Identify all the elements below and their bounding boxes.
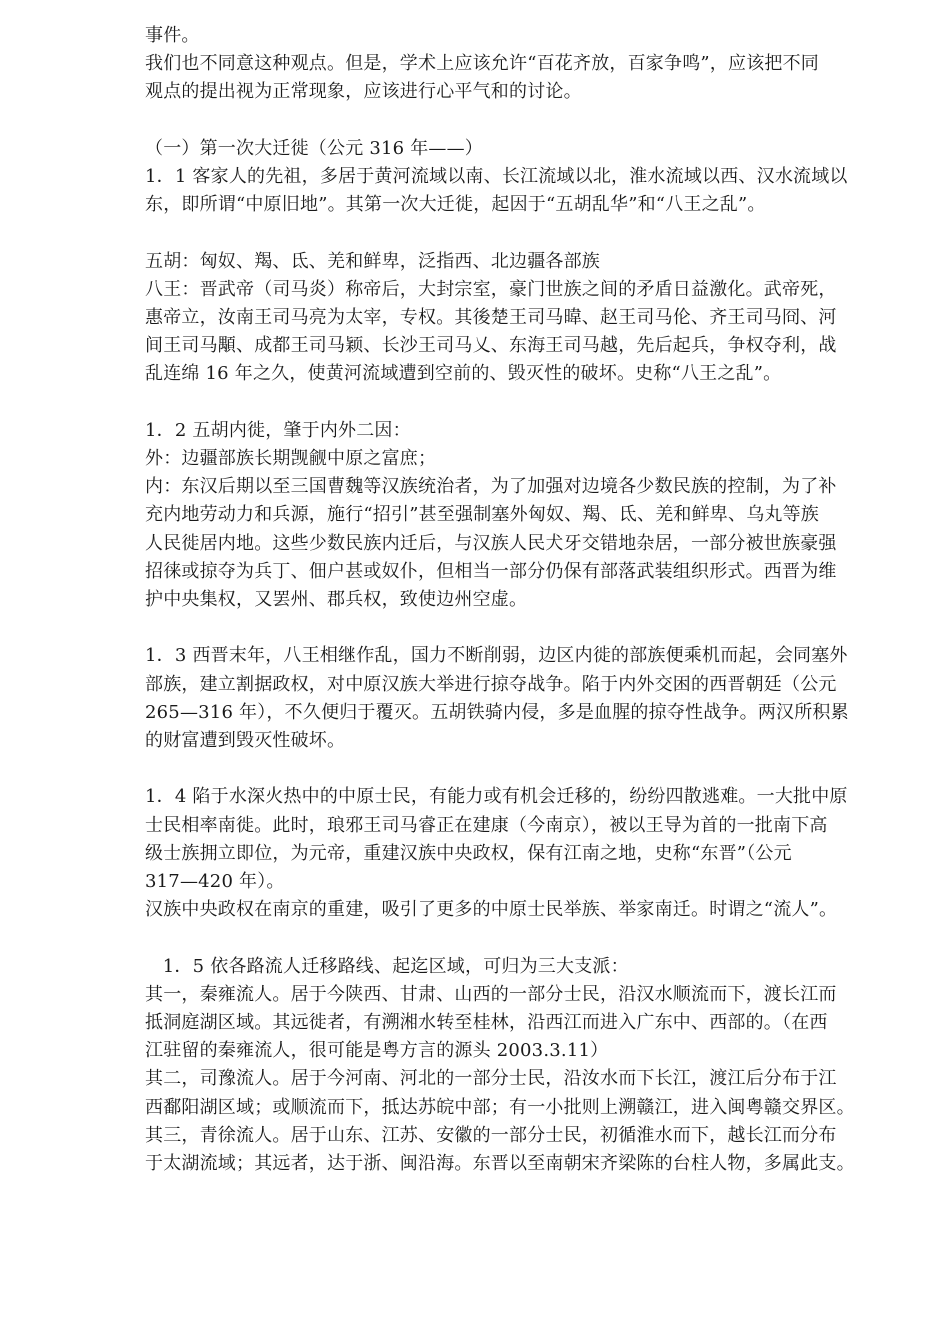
text-line: 士民相率南徙。此时，琅邪王司马睿正在建康（今南京），被以王导为首的一批南下高 [145,814,828,836]
text-line: 惠帝立，汝南王司马亮为太宰，专权。其後楚王司马暐、赵王司马伦、齐王司马冏、河 [145,307,837,328]
text-line: 317—420 年）。 [145,871,285,893]
text-line: 汉族中央政权在南京的重建，吸引了更多的中原士民举族、举家南迁。时谓之“流人”。 [145,899,838,921]
text-line: 护中央集权，又罢州、郡兵权，致使边州空虚。 [145,589,528,611]
paragraph-gap [145,389,890,417]
text-line: 265—316 年），不久便归于覆灭。五胡铁骑内侵，多是血腥的掠夺性战争。两汉所积累 [145,701,849,723]
text-line: 其一，秦雍流人。居于今陕西、甘肃、山西的一部分士民，沿汉水顺流而下，渡长江而 [145,983,837,1005]
text-line: 内：东汉后期以至三国曹魏等汉族统治者，为了加强对边境各少数民族的控制，为了补 [145,476,837,498]
text-line: 事件。 [145,25,200,46]
text-line: 我们也不同意这种观点。但是，学术上应该允许“百花齐放，百家争鸣”，应该把不同 [145,53,820,75]
paragraph-gap [145,755,890,783]
text-line: 间王司马顒、成都王司马颖、长沙王司马乂、东海王司马越，先后起兵，争权夺利，战 [145,335,837,357]
text-line: 抵洞庭湖区域。其远徙者，有溯湘水转至桂林，沿西江而进入广东中、西部的。（在西 [145,1012,828,1034]
text-line: 1．5 依各路流人迁移路线、起迄区域，可归为三大支派： [145,955,629,977]
text-line: （一）第一次大迁徙（公元 316 年——） [145,137,483,159]
text-line: 1．4 陷于水深火热中的中原士民，有能力或有机会迁移的，纷纷四散逃难。一大批中原 [145,786,848,808]
text-line: 招徕或掠夺为兵丁、佃户甚或奴仆，但相当一部分仍保有部落武装组织形式。西晋为维 [145,560,837,582]
paragraph-gap [145,614,890,642]
text-line: 观点的提出视为正常现象，应该进行心平气和的讨论。 [145,81,582,103]
text-line: 人民徙居内地。这些少数民族内迁后，与汉族人民犬牙交错地杂居，一部分被世族豪强 [145,532,837,554]
text-line: 外：边疆部族长期觊觎中原之富庶； [145,448,437,469]
text-line: 西鄱阳湖区域；或顺流而下，抵达苏皖中部；有一小批则上溯赣江，进入闽粤赣交界区。 [145,1096,855,1118]
text-line: 充内地劳动力和兵源，施行“招引”甚至强制塞外匈奴、羯、氐、羌和鲜卑、乌丸等族 [145,504,820,526]
text-line: 其三，青徐流人。居于山东、江苏、安徽的一部分士民，初循淮水而下，越长江而分布 [145,1124,837,1146]
text-line: 1．1 客家人的先祖，多居于黄河流域以南、长江流域以北，淮水流域以西、汉水流域以 [145,166,848,187]
text-line: 乱连绵 16 年之久，使黄河流域遭到空前的、毁灭性的破坏。史称“八王之乱”。 [145,363,782,385]
text-line: 1．2 五胡内徙，肇于内外二因： [145,419,411,441]
text-line: 的财富遭到毁灭性破坏。 [145,730,346,752]
paragraph-gap [145,107,890,135]
document-body [145,22,890,1178]
text-line: 1．3 西晋末年，八王相继作乱，国力不断削弱，边区内徙的部族便乘机而起，会同塞外 [145,645,848,667]
text-line: 其二，司豫流人。居于今河南、河北的一部分士民，沿汝水而下长江，渡江后分布于江 [145,1068,837,1090]
text-line: 江驻留的秦雍流人，很可能是粤方言的源头 2003.3.11） [145,1040,609,1062]
text-line: 八王：晋武帝（司马炎）称帝后，大封宗室，豪门世族之间的矛盾日益激化。武帝死， [145,278,837,300]
text-line: 级士族拥立即位，为元帝，重建汉族中央政权，保有江南之地，史称“东晋”（公元 [145,842,792,864]
paragraph-gap [145,219,890,247]
text-line: 东，即所谓“中原旧地”。其第一次大迁徙，起因于“五胡乱华”和“八王之乱”。 [145,194,766,216]
text-line: 部族，建立割据政权，对中原汉族大举进行掠夺战争。陷于内外交困的西晋朝廷（公元 [145,673,837,695]
text-line: 于太湖流域；其远者，达于浙、闽沿海。东晋以至南朝宋齐梁陈的台柱人物，多属此支。 [145,1153,855,1175]
text-line: 五胡：匈奴、羯、氐、羌和鲜卑，泛指西、北边疆各部族 [145,250,600,272]
paragraph-gap [145,924,890,952]
